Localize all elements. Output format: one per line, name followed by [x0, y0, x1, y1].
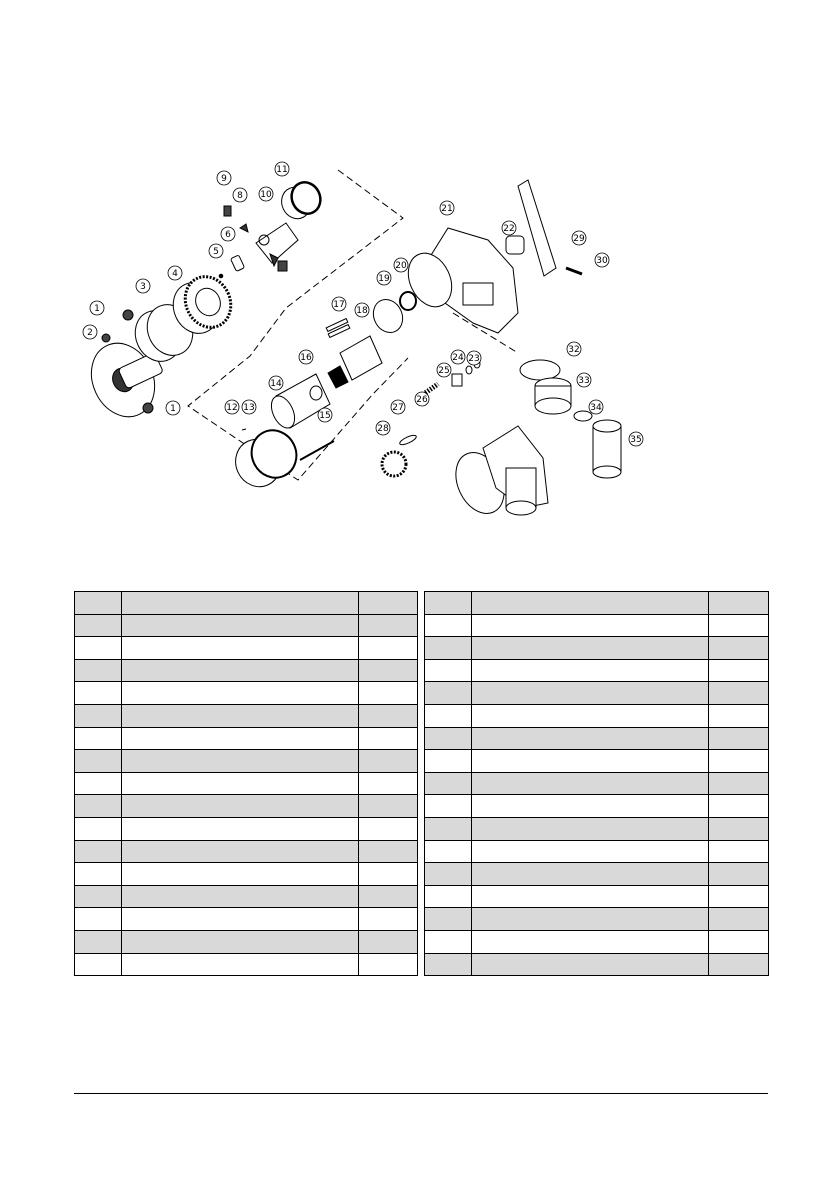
part-no-cell: [425, 908, 472, 931]
description-cell: [122, 659, 359, 682]
description-cell: [472, 727, 709, 750]
description-cell: [472, 953, 709, 976]
description-cell: [122, 704, 359, 727]
part-no-cell: [425, 795, 472, 818]
qty-cell: [709, 727, 769, 750]
table-row: [425, 930, 769, 953]
qty-cell: [709, 592, 769, 615]
callout-11: 11: [276, 165, 288, 175]
description-cell: [472, 795, 709, 818]
table-row: [425, 704, 769, 727]
part-no-cell: [75, 863, 122, 886]
callout-8: 8: [237, 191, 243, 201]
callout-1: 1: [94, 304, 100, 314]
part-no-cell: [425, 659, 472, 682]
part-no-cell: [425, 817, 472, 840]
qty-cell: [709, 840, 769, 863]
callout-16: 16: [300, 353, 312, 363]
qty-cell: [709, 953, 769, 976]
table-row: [75, 817, 418, 840]
parts-table-left-body: [75, 592, 418, 976]
description-cell: [472, 592, 709, 615]
description-cell: [122, 930, 359, 953]
qty-cell: [359, 592, 418, 615]
callout-25: 25: [438, 366, 450, 376]
qty-cell: [359, 614, 418, 637]
callout-19: 19: [378, 274, 390, 284]
table-row: [425, 772, 769, 795]
part-no-cell: [75, 614, 122, 637]
table-row: [75, 930, 418, 953]
part-no-cell: [75, 885, 122, 908]
qty-cell: [709, 930, 769, 953]
table-row: [75, 659, 418, 682]
qty-cell: [359, 750, 418, 773]
description-cell: [472, 750, 709, 773]
table-row: [75, 704, 418, 727]
callout-32: 32: [568, 345, 580, 355]
callout-28: 28: [377, 424, 389, 434]
table-row: [75, 840, 418, 863]
description-cell: [472, 840, 709, 863]
table-row: [75, 772, 418, 795]
part-no-cell: [75, 637, 122, 660]
table-row: [75, 614, 418, 637]
table-row: [425, 614, 769, 637]
table-row: [425, 750, 769, 773]
qty-cell: [709, 885, 769, 908]
callout-17: 17: [333, 300, 345, 310]
part-no-cell: [425, 772, 472, 795]
table-row: [425, 863, 769, 886]
description-cell: [122, 682, 359, 705]
callout-13: 13: [243, 403, 255, 413]
callout-30: 30: [596, 256, 608, 266]
callout-10: 10: [260, 190, 272, 200]
qty-cell: [359, 817, 418, 840]
qty-cell: [709, 817, 769, 840]
qty-cell: [359, 772, 418, 795]
callout-35: 35: [630, 435, 642, 445]
part-no-cell: [75, 795, 122, 818]
callout-1b: 1: [170, 404, 176, 414]
table-row: [425, 953, 769, 976]
table-row: [75, 727, 418, 750]
part-no-cell: [425, 682, 472, 705]
table-row: [425, 659, 769, 682]
callout-15: 15: [319, 411, 331, 421]
table-row: [425, 637, 769, 660]
qty-cell: [359, 885, 418, 908]
description-cell: [122, 614, 359, 637]
description-cell: [122, 953, 359, 976]
callout-27: 27: [392, 403, 404, 413]
part-no-cell: [425, 727, 472, 750]
qty-cell: [709, 908, 769, 931]
table-row: [75, 863, 418, 886]
part-no-cell: [425, 953, 472, 976]
parts-table-right: [424, 591, 769, 976]
part-no-cell: [75, 930, 122, 953]
part-no-cell: [425, 614, 472, 637]
table-header-row: [425, 592, 769, 615]
description-cell: [472, 682, 709, 705]
part-no-cell: [75, 659, 122, 682]
callout-12: 12: [226, 403, 238, 413]
table-row: [75, 953, 418, 976]
part-no-cell: [75, 840, 122, 863]
part-no-cell: [75, 817, 122, 840]
table-row: [425, 908, 769, 931]
table-row: [75, 795, 418, 818]
callout-4: 4: [172, 269, 178, 279]
table-row: [425, 682, 769, 705]
qty-cell: [359, 840, 418, 863]
description-cell: [122, 772, 359, 795]
part-no-cell: [75, 592, 122, 615]
table-row: [75, 908, 418, 931]
qty-cell: [359, 704, 418, 727]
qty-cell: [359, 637, 418, 660]
qty-cell: [359, 727, 418, 750]
description-cell: [472, 637, 709, 660]
qty-cell: [359, 908, 418, 931]
description-cell: [472, 614, 709, 637]
callout-22: 22: [503, 224, 515, 234]
description-cell: [472, 908, 709, 931]
callout-29: 29: [573, 234, 585, 244]
description-cell: [472, 704, 709, 727]
table-row: [425, 840, 769, 863]
callout-14: 14: [270, 379, 282, 389]
part-no-cell: [75, 953, 122, 976]
callout-20: 20: [395, 261, 407, 271]
qty-cell: [709, 682, 769, 705]
part-no-cell: [75, 682, 122, 705]
table-row: [425, 817, 769, 840]
callout-2: 2: [87, 328, 93, 338]
qty-cell: [709, 637, 769, 660]
part-no-cell: [75, 772, 122, 795]
callout-21: 21: [441, 204, 453, 214]
qty-cell: [709, 614, 769, 637]
callout-9: 9: [221, 174, 227, 184]
exploded-parts-diagram: [78, 158, 654, 522]
description-cell: [122, 817, 359, 840]
qty-cell: [359, 659, 418, 682]
table-row: [75, 637, 418, 660]
part-no-cell: [75, 727, 122, 750]
table-row: [75, 750, 418, 773]
table-row: [75, 682, 418, 705]
callout-24: 24: [452, 353, 464, 363]
part-no-cell: [425, 863, 472, 886]
qty-cell: [709, 795, 769, 818]
description-cell: [122, 727, 359, 750]
table-row: [75, 885, 418, 908]
callout-3: 3: [140, 282, 146, 292]
part-no-cell: [425, 750, 472, 773]
part-no-cell: [425, 592, 472, 615]
part-no-cell: [75, 750, 122, 773]
callout-23: 23: [468, 354, 480, 364]
qty-cell: [359, 953, 418, 976]
qty-cell: [709, 863, 769, 886]
table-row: [425, 727, 769, 750]
footer-rule: [74, 1093, 768, 1094]
callout-33: 33: [578, 376, 590, 386]
qty-cell: [709, 659, 769, 682]
callout-34: 34: [590, 403, 602, 413]
part-no-cell: [425, 704, 472, 727]
part-no-cell: [425, 637, 472, 660]
description-cell: [122, 840, 359, 863]
callout-5: 5: [213, 247, 219, 257]
qty-cell: [359, 682, 418, 705]
description-cell: [122, 908, 359, 931]
diagram-svg: [78, 158, 654, 522]
qty-cell: [709, 772, 769, 795]
description-cell: [122, 795, 359, 818]
description-cell: [472, 885, 709, 908]
part-no-cell: [425, 930, 472, 953]
qty-cell: [359, 930, 418, 953]
description-cell: [472, 863, 709, 886]
part-no-cell: [75, 704, 122, 727]
description-cell: [122, 885, 359, 908]
description-cell: [472, 659, 709, 682]
description-cell: [472, 772, 709, 795]
description-cell: [122, 750, 359, 773]
qty-cell: [359, 795, 418, 818]
qty-cell: [709, 704, 769, 727]
callout-26: 26: [416, 395, 428, 405]
description-cell: [472, 930, 709, 953]
table-row: [425, 795, 769, 818]
qty-cell: [709, 750, 769, 773]
part-no-cell: [425, 840, 472, 863]
parts-table-right-body: [425, 592, 769, 976]
description-cell: [122, 863, 359, 886]
table-header-row: [75, 592, 418, 615]
part-no-cell: [425, 885, 472, 908]
table-row: [425, 885, 769, 908]
parts-table-left: [74, 591, 418, 976]
description-cell: [122, 637, 359, 660]
description-cell: [472, 817, 709, 840]
part-no-cell: [75, 908, 122, 931]
description-cell: [122, 592, 359, 615]
qty-cell: [359, 863, 418, 886]
callout-18: 18: [356, 306, 368, 316]
callout-6: 6: [225, 230, 231, 240]
